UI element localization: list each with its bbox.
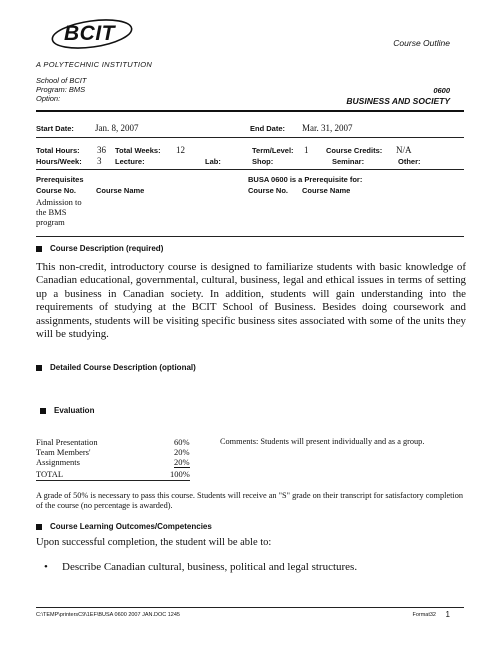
eval-comments: Comments: Students will present individually and as a group.	[220, 437, 425, 446]
dates-divider	[36, 137, 464, 138]
prereq-for-course-name-header: Course Name	[302, 186, 351, 195]
start-date-label: Start Date:	[36, 124, 74, 133]
doc-type: Course Outline	[393, 38, 450, 48]
hours-week-label: Hours/Week:	[36, 157, 82, 166]
school-line: School of BCIT	[36, 76, 87, 85]
prereq-entry: Admission to the BMS program	[36, 197, 82, 227]
outcomes-intro: Upon successful completion, the student will be able to:	[36, 537, 272, 548]
course-code: 0600	[433, 86, 450, 95]
tagline: A POLYTECHNIC INSTITUTION	[36, 60, 153, 69]
eval-row-label: TOTAL	[36, 469, 64, 479]
section-bullet-icon	[36, 246, 42, 252]
hours-divider	[36, 169, 464, 170]
course-title: BUSINESS AND SOCIETY	[346, 96, 450, 106]
end-date-value: Mar. 31, 2007	[302, 123, 353, 133]
start-date-value: Jan. 8, 2007	[95, 123, 139, 133]
prereq-divider	[36, 236, 464, 237]
seminar-label: Seminar:	[332, 157, 365, 166]
eval-row-label: Team Members'	[36, 447, 91, 457]
course-credits-label: Course Credits:	[326, 146, 383, 155]
hours-week-value: 3	[97, 156, 102, 166]
end-date-label: End Date:	[250, 124, 286, 133]
prereq-course-no-header: Course No.	[36, 186, 77, 195]
prereq-for-title: BUSA 0600 is a Prerequisite for:	[248, 175, 363, 184]
eval-row-label: Final Presentation	[36, 437, 98, 447]
outcome-item: Describe Canadian cultural, business, political and legal structures.	[62, 561, 358, 573]
course-credits-value: N/A	[396, 145, 412, 155]
prereq-for-course-no-header: Course No.	[248, 186, 289, 195]
outcomes-title: Course Learning Outcomes/Competencies	[50, 522, 212, 531]
eval-row-value: 20%	[174, 457, 190, 467]
section-bullet-icon	[40, 408, 46, 414]
program-line: Program: BMS	[36, 85, 86, 94]
prereq-course-name-header: Course Name	[96, 186, 145, 195]
lecture-label: Lecture:	[115, 157, 145, 166]
logo-text: BCIT	[64, 22, 115, 45]
footer-path: C:\TEMP\printersC9\1EF\BUSA 0600 2007 JAN.DOC 1245	[36, 612, 180, 618]
grade-note: A grade of 50% is necessary to pass this course. Students will receive an "S" grade on their transcript for satisfactory completion of the course (no percentage is awarded).	[36, 491, 464, 510]
total-hours-value: 36	[97, 145, 106, 155]
term-level-value: 1	[304, 145, 309, 155]
evaluation-title: Evaluation	[54, 406, 95, 415]
section-bullet-icon	[36, 365, 42, 371]
lab-label: Lab:	[205, 157, 221, 166]
other-label: Other:	[398, 157, 421, 166]
term-level-label: Term/Level:	[252, 146, 294, 155]
footer-form: Format32	[412, 612, 436, 618]
eval-row-label: Assignments	[36, 457, 80, 467]
total-weeks-value: 12	[176, 145, 185, 155]
total-weeks-label: Total Weeks:	[115, 146, 161, 155]
bcit-logo	[50, 14, 138, 54]
eval-row-value: 20%	[174, 447, 190, 457]
total-underline	[36, 480, 190, 481]
footer-divider	[36, 607, 464, 608]
detailed-title: Detailed Course Description (optional)	[50, 363, 196, 372]
eval-row-value: 100%	[170, 469, 190, 479]
shop-label: Shop:	[252, 157, 274, 166]
section-bullet-icon	[36, 524, 42, 530]
eval-row-value: 60%	[174, 437, 190, 447]
page-number: 1	[445, 610, 450, 619]
header-divider	[36, 110, 464, 112]
total-hours-label: Total Hours:	[36, 146, 80, 155]
description-title: Course Description (required)	[50, 244, 164, 253]
prereq-title: Prerequisites	[36, 175, 84, 184]
outcome-bullet-icon: •	[44, 561, 48, 573]
option-line: Option:	[36, 94, 61, 103]
description-text: This non-credit, introductory course is designed to familiarize students with basic knowledge of Canadian educational, governmental, cultural, business, legal and ethical issues in terms of setting up a business in Canadian society. In addition, students will gain understanding into the requirements of studying at the BCIT School of Business. Besides doing coursework and assignments, students will be visiting specific business sites associated with some of the units they will be studying.	[36, 261, 466, 341]
